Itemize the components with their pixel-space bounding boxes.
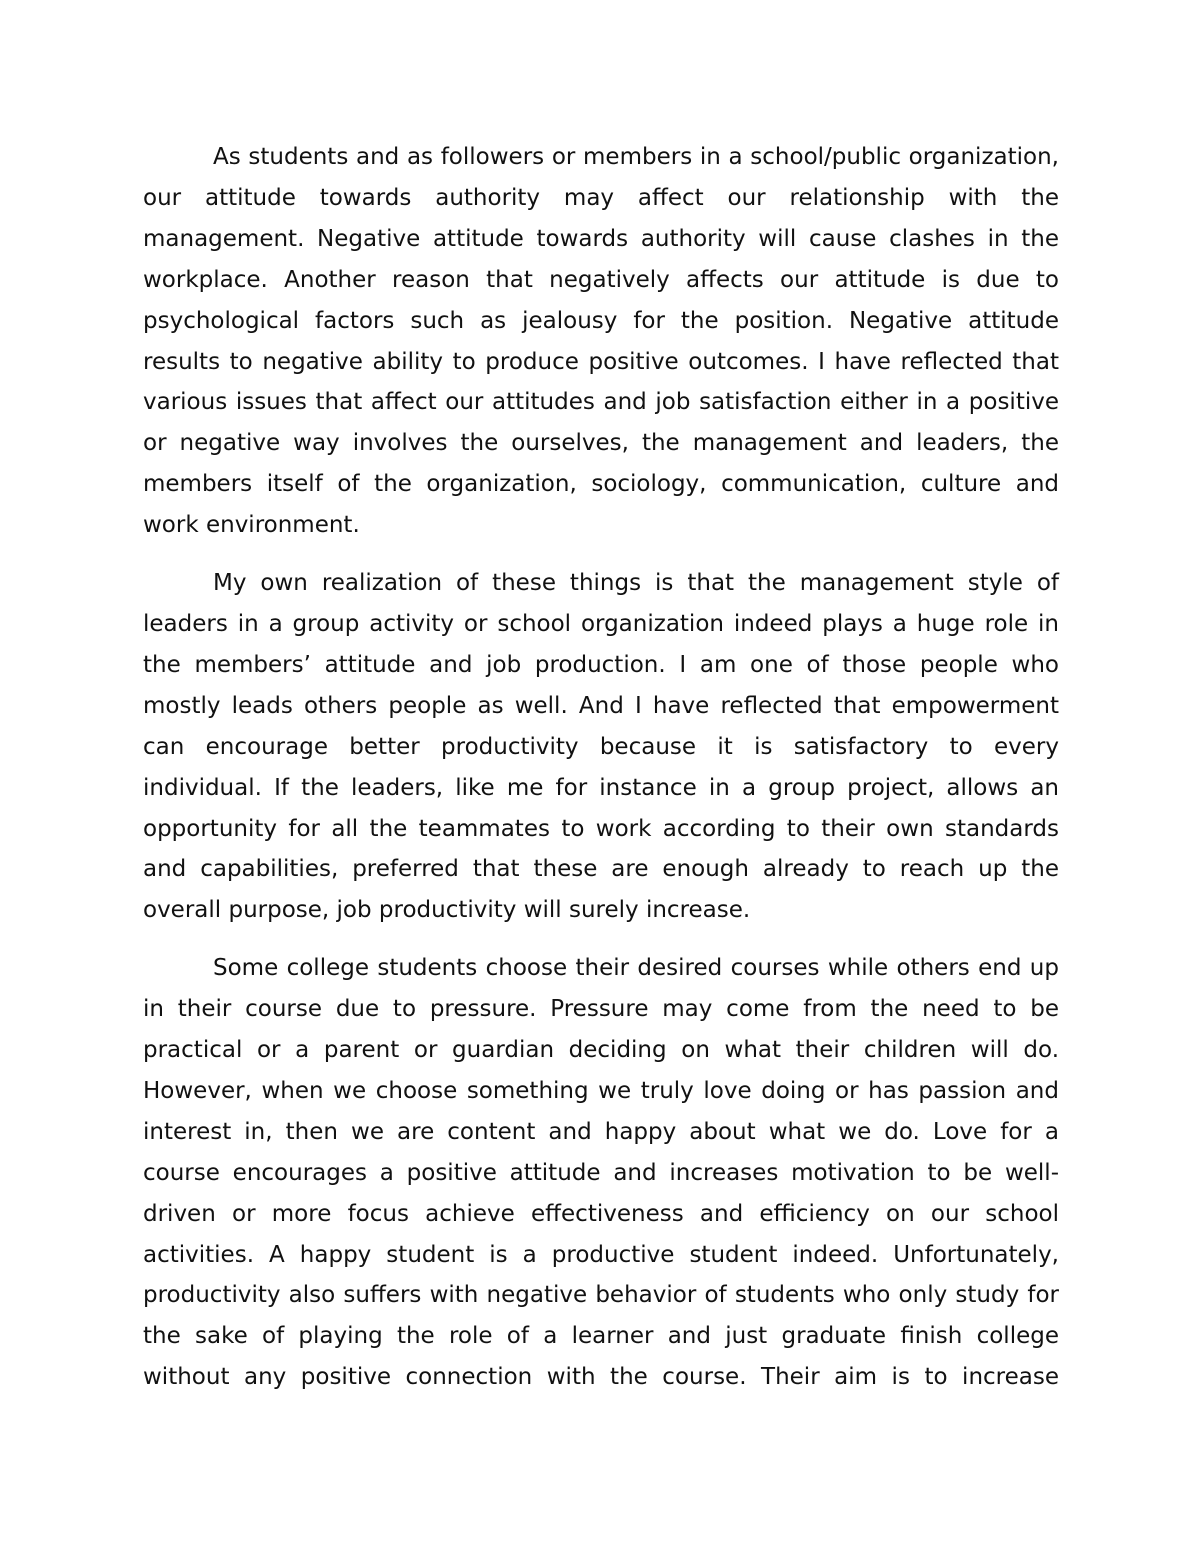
document-page [143,137,1059,1398]
paragraph-attitude-authority: As students and as followers or members in a school/public organization, our attitude towards authority may affect our relationship with the management. Negative attitude towards authority will cause clashes in the workplace. Another reason that negatively affects our attitude is due to psychological factors such as jealousy for the position. Negative attitude results to negative ability to produce positive outcomes. I have reflected that various issues that affect our attitudes and job satisfaction either in a positive or negative way involves the ourselves, the management and leaders, the members itself of the organization, sociology, communication, culture and work environment. [143,144,1059,539]
paragraph-management-style: My own realization of these things is that the management style of leaders in a group activity or school organization indeed plays a huge role in the members’ attitude and job production. I am one of those people who mostly leads others people as well. And I have reflected that empowerment can encourage better productivity because it is satisfactory to every individual. If the leaders, like me for instance in a group project, allows an opportunity for all the teammates to work according to their own standards and capabilities, preferred that these are enough already to reach up the overall purpose, job productivity will surely increase. [143,570,1059,924]
paragraph-course-choice: Some college students choose their desired courses while others end up in their course due to pressure. Pressure may come from the need to be practical or a parent or guardian deciding on what their children will do. However, when we choose something we truly love doing or has passion and interest in, then we are content and happy about what we do. Love for a course encourages a positive attitude and increases motivation to be well-driven or more focus achieve effectiveness and efficiency on our school activities. A happy student is a productive student indeed. Unfortunately, productivity also suffers with negative behavior of students who only study for the sake of playing the role of a learner and just graduate finish college without any positive connection with the course. Their aim is to increase [143,955,1059,1391]
